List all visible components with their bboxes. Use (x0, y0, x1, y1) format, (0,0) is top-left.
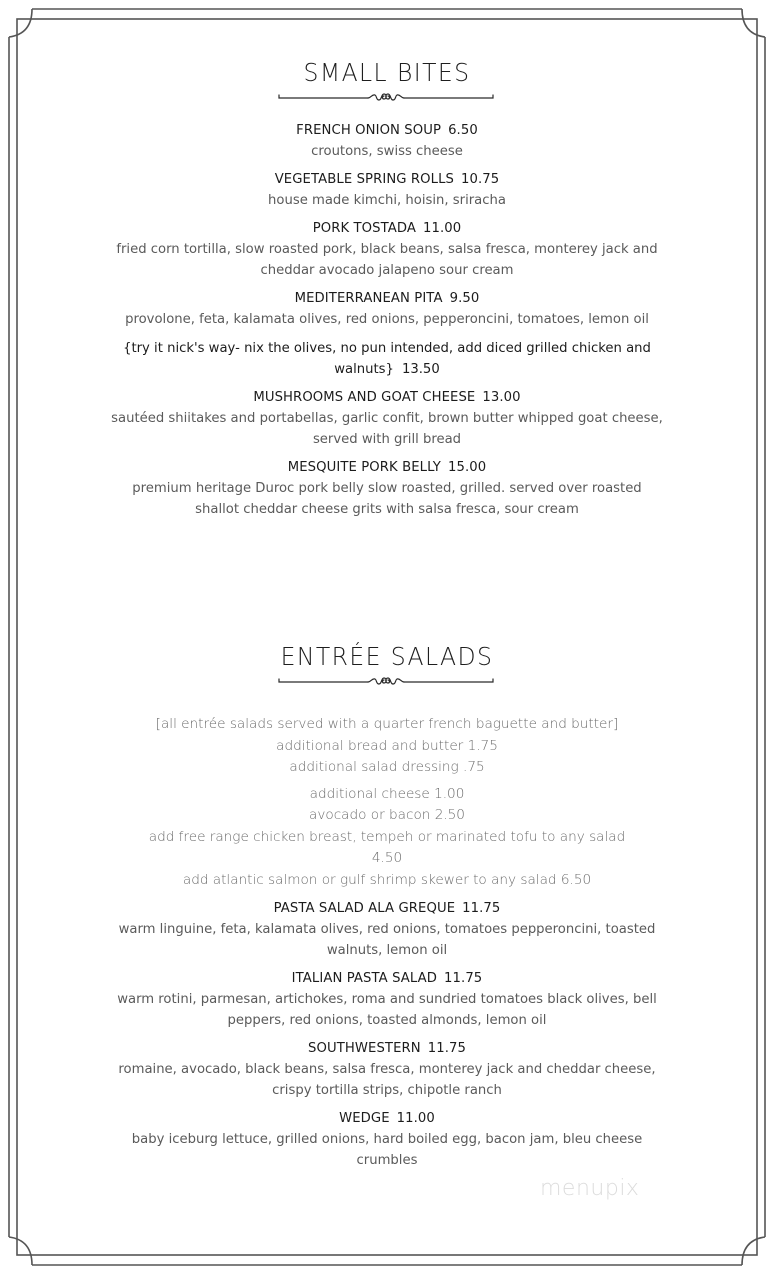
info-line: additional cheese 1.00 (309, 785, 465, 802)
scroll-divider-icon (276, 675, 496, 689)
item-name: PORK TOSTADA (312, 221, 417, 236)
item-description: fried corn tortilla, slow roasted pork, black beans, salsa fresca, monterey jack and cheddar avocado jalapeno sour cream (116, 242, 658, 278)
item-description: premium heritage Duroc pork belly slow roasted, grilled. served over roasted shallot cheddar cheese grits with salsa fresca, sour cream (132, 481, 642, 517)
salad-add-ons (110, 714, 664, 891)
item-description: warm rotini, parmesan, artichokes, roma and sundried tomatoes black olives, bell peppers, red onions, toasted almonds, lemon oil (117, 992, 657, 1028)
info-line: avocado or bacon 2.50 (309, 807, 465, 823)
item-name: MUSHROOMS AND GOAT CHEESE (253, 390, 476, 405)
small-bites-list (110, 121, 664, 528)
item-price: 11.00 (396, 1111, 435, 1126)
menu-item (110, 289, 664, 330)
menu-item (110, 458, 664, 520)
info-line: additional salad dressing .75 (289, 759, 485, 775)
item-name: MEDITERRANEAN PITA (294, 291, 443, 306)
menu-item (110, 219, 664, 281)
menu-item (110, 170, 664, 211)
item-name: ITALIAN PASTA SALAD (291, 971, 438, 986)
note-price: 13.50 (401, 362, 440, 377)
menupix-watermark: menupix (540, 1176, 640, 1201)
item-description: baby iceburg lettuce, grilled onions, hard boiled egg, bacon jam, bleu cheese crumbles (131, 1132, 643, 1168)
item-description: sautéed shiitakes and portabellas, garlic confit, brown butter whipped goat cheese, served with grill bread (111, 411, 663, 447)
entree-salads-info (110, 714, 664, 891)
item-description: croutons, swiss cheese (311, 144, 463, 159)
entree-salads-list (110, 899, 664, 1179)
item-description: house made kimchi, hoisin, sriracha (268, 193, 506, 208)
menu-item (110, 121, 664, 162)
menu-item (110, 1039, 664, 1101)
item-price: 11.75 (462, 901, 501, 916)
section-title-small-bites: SMALL BITES (303, 58, 471, 87)
item-price: 11.75 (444, 971, 483, 986)
item-price: 6.50 (448, 123, 478, 138)
item-price: 15.00 (447, 460, 487, 475)
item-name: SOUTHWESTERN (308, 1041, 421, 1056)
item-price: 11.00 (423, 221, 462, 236)
info-line: add atlantic salmon or gulf shrimp skewer to any salad 6.50 (182, 871, 592, 888)
info-line: add free range chicken breast, tempeh or marinated tofu to any salad 4.50 (148, 828, 626, 866)
menu-item (110, 899, 664, 961)
item-name: FRENCH ONION SOUP (296, 123, 442, 138)
item-variation-note (110, 338, 664, 380)
item-name: WEDGE (339, 1111, 390, 1126)
item-price: 9.50 (449, 291, 480, 306)
item-price: 10.75 (461, 172, 500, 187)
item-price: 11.75 (427, 1041, 466, 1056)
item-price: 13.00 (482, 390, 521, 405)
info-line: additional bread and butter 1.75 (276, 737, 498, 754)
menu-item (110, 1109, 664, 1171)
item-name: VEGETABLE SPRING ROLLS (274, 172, 455, 187)
item-name: MESQUITE PORK BELLY (287, 460, 441, 475)
item-name: PASTA SALAD ALA GREQUE (273, 901, 456, 916)
item-description: romaine, avocado, black beans, salsa fresca, monterey jack and cheddar cheese, crispy tortilla strips, chipotle ranch (118, 1062, 656, 1098)
menu-item (110, 969, 664, 1031)
section-title-entree-salads: ENTRÉE SALADS (280, 642, 494, 671)
item-description: warm linguine, feta, kalamata olives, red onions, tomatoes pepperoncini, toasted walnuts, lemon oil (118, 922, 656, 958)
note-text: {try it nick's way- nix the olives, no pun intended, add diced grilled chicken and walnuts} (123, 341, 651, 377)
scroll-divider-icon (276, 91, 496, 105)
menu-item (110, 388, 664, 450)
item-description: provolone, feta, kalamata olives, red onions, pepperoncini, tomatoes, lemon oil (125, 312, 649, 327)
info-line: [all entrée salads served with a quarter french baguette and butter] (155, 716, 619, 732)
